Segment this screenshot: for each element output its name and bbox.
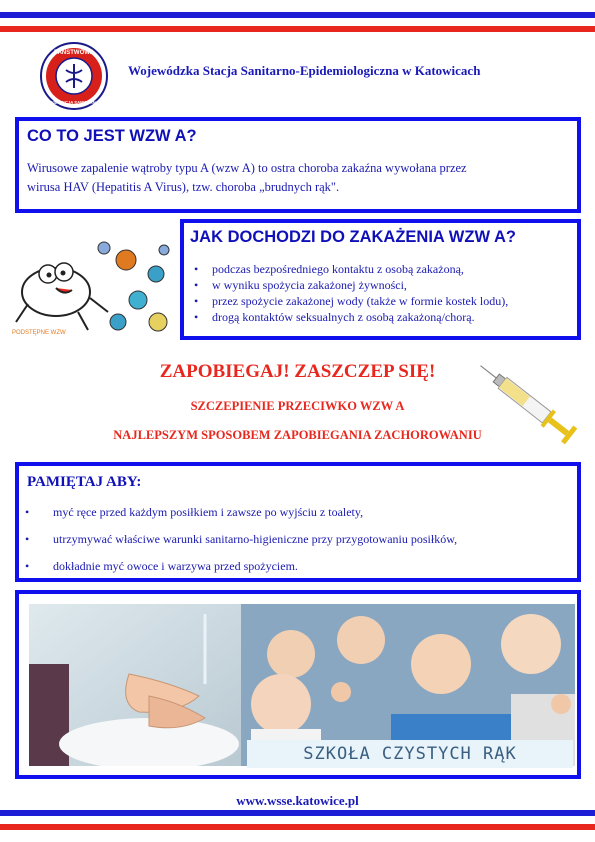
vaccination-line-1: SZCZEPIENIE PRZECIWKO WZW A xyxy=(190,399,405,413)
list-item: • przez spożycie zakażonej wody (także w formie kostek lodu), xyxy=(190,293,508,309)
sanitary-inspection-logo xyxy=(40,42,108,110)
section-title-remember: PAMIĘTAJ ABY: xyxy=(27,474,142,490)
section-title-infection: JAK DOCHODZI DO ZAKAŻENIA WZW A? xyxy=(190,228,516,246)
list-item: • utrzymywać właściwe warunki sanitarno-higieniczne przy przygotowaniu posiłków, xyxy=(21,531,457,547)
list-item: • podczas bezpośredniego kontaktu z osobą zakażoną, xyxy=(190,261,508,277)
list-item: • dokładnie myć owoce i warzywa przed spożyciem. xyxy=(21,558,457,574)
section-title-what-is: CO TO JEST WZW A? xyxy=(27,127,197,145)
remember-list xyxy=(21,504,457,574)
logo-text-top: PAŃSTWOWA xyxy=(54,50,94,56)
vaccinate-headline: ZAPOBIEGAJ! ZASZCZEP SIĘ! xyxy=(159,361,436,382)
illustration-caption: PODSTĘPNE WZW xyxy=(12,330,66,336)
organization-title: Wojewódzka Stacja Sanitarno-Epidemiologiczna w Katowicach xyxy=(128,63,481,78)
website-link[interactable]: www.wsse.katowice.pl xyxy=(236,793,359,808)
list-item: • w wyniku spożycia zakażonej żywności, xyxy=(190,277,508,293)
definition-line-1: Wirusowe zapalenie wątroby typu A (wzw A) to ostra choroba zakaźna wywołana przez xyxy=(27,161,467,175)
virus-cartoon-illustration xyxy=(8,234,180,342)
remember-box xyxy=(15,462,581,582)
logo-text-bottom: INSPEKCJA SANITARNA xyxy=(49,100,99,105)
list-item: • drogą kontaktów seksualnych z osobą zakażoną/chorą. xyxy=(190,309,508,325)
what-is-wzw-box xyxy=(15,117,581,213)
top-stripe-blue xyxy=(0,12,595,18)
syringe-image xyxy=(466,346,588,458)
top-stripe-red xyxy=(0,26,595,32)
infection-routes-box xyxy=(180,219,581,340)
bottom-stripe-blue xyxy=(0,810,595,816)
photo-box xyxy=(15,590,581,779)
hand-washing-photo xyxy=(29,604,241,766)
clean-hands-school-banner: SZKOŁA CZYSTYCH RĄK xyxy=(247,740,573,768)
infection-routes-list xyxy=(190,261,508,325)
vaccination-line-2: NAJLEPSZYM SPOSOBEM ZAPOBIEGANIA ZACHOROWANIU xyxy=(113,428,482,442)
bottom-stripe-red xyxy=(0,824,595,830)
list-item: • myć ręce przed każdym posiłkiem i zawsze po wyjściu z toalety, xyxy=(21,504,457,520)
definition-line-2: wirusa HAV (Hepatitis A Virus), tzw. choroba „brudnych rąk". xyxy=(27,180,340,194)
